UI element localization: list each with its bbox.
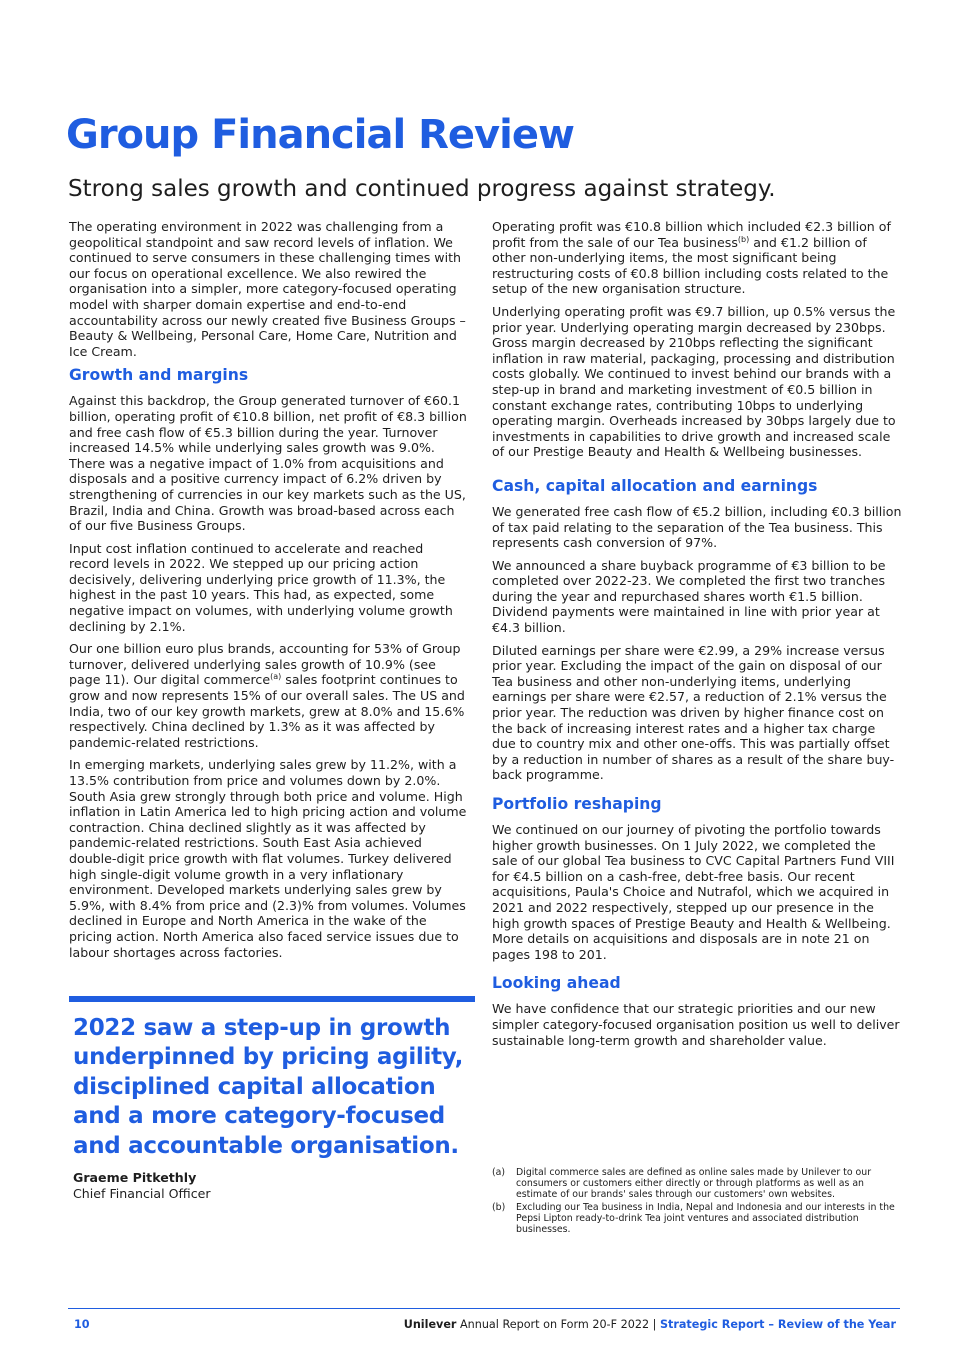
footnotes xyxy=(492,1167,900,1236)
footnote-ref-b: (b) xyxy=(737,234,750,244)
page-number: 10 xyxy=(74,1318,90,1331)
footnote-ref-a: (a) xyxy=(270,672,282,682)
footer-brand: Unilever xyxy=(403,1318,457,1331)
growth-paragraph-4: In emerging markets, underlying sales grew by 11.2%, with a 13.5% contribution from price and volumes down by 2.0%. South Asia grew strongly through both price and volume. High inflation in Latin America led to high pricing action and volume contraction. China declined slightly as it was affected by pandemic-related restrictions. South East Asia achieved double-digit price growth with flat volumes. Turkey delivered high single-digit volume growth in a very inflationary environment. Developed markets underlying sales grew by 5.9%, with 8.4% from price and (2.3)% from volumes. Volumes declined in Europe and North America in the wake of the pricing action. North America also faced service issues due to labour shortages across factories. xyxy=(69,757,467,960)
looking-ahead-heading: Looking ahead xyxy=(492,974,621,993)
quote-attribution xyxy=(73,1170,211,1202)
right-column xyxy=(492,219,902,1055)
cash-paragraph-1: We generated free cash flow of €5.2 billion, including €0.3 billion of tax paid relating to the separation of the Tea business. This represents cash conversion of 97%. xyxy=(492,503,902,551)
portfolio-paragraph: We continued on our journey of pivoting the portfolio towards higher growth businesses. On 1 July 2022, we completed the sale of our global Tea business to CVC Capital Partners Fund VIII for €4.5 billion on a cash-free, debt-free basis. Our recent acquisitions, Paula's Choice and Nutrafol, which we acquired in 2021 and 2022 respectively, stepped up our presence in the high growth spaces of Prestige Beauty and Health & Wellbeing. More details on acquisitions and disposals are in note 21 on pages 198 to 201. xyxy=(492,822,895,962)
footnote-mark: (a) xyxy=(492,1167,506,1178)
footnote xyxy=(492,1202,900,1236)
footer-reference xyxy=(404,1318,896,1332)
footnote xyxy=(492,1167,900,1201)
operating-paragraph-2: Underlying operating profit was €9.7 billion, up 0.5% versus the prior year. Underlying operating margin decreased by 230bps. Gross margin decreased by 210bps reflecting the significant inflation in raw material, packaging, processing and distribution costs globally. We continued to invest behind our brands with a step-up in brand and marketing investment of €0.5 billion in constant exchange rates, contributing 10bps to underlying operating margin. Overheads increased by 30bps largely due to investments in capabilities to drive growth and increased scale of our Prestige Beauty and Health & Wellbeing businesses. xyxy=(492,303,896,460)
growth-paragraph-2: Input cost inflation continued to accelerate and reached record levels in 2022. We stepped up our pricing action decisively, delivering underlying price growth of 11.3%, the highest in the past 10 years. This had, as expected, some negative impact on volumes, with underlying volume growth declining by 2.1%. xyxy=(69,540,453,634)
left-column xyxy=(69,219,467,967)
quote-text: 2022 saw a step-up in growth underpinned by pricing agility, disciplined capital allocation and a more category-focused and accountable organisation. xyxy=(73,1015,464,1159)
footer-rule xyxy=(68,1308,900,1309)
quote-rule xyxy=(69,996,475,1002)
page-subtitle: Strong sales growth and continued progress against strategy. xyxy=(68,176,776,202)
attribution-name: Graeme Pitkethly xyxy=(73,1170,197,1185)
cash-paragraph-3: Diluted earnings per share were €2.99, a 29% increase versus prior year. Excluding the impact of the gain on disposal of our Tea business and other non-underlying items, underlying earnings per share were €2.57, a reduction of 2.1% versus the prior year. The reduction was driven by higher finance cost on the back of increasing interest rates and a higher tax charge due to country mix and other one-offs. This was partially offset by a reduction in number of shares as a result of the share buy-back programme. xyxy=(492,642,895,783)
footer-section-link[interactable]: Strategic Report – Review of the Year xyxy=(659,1318,896,1331)
cash-heading: Cash, capital allocation and earnings xyxy=(492,476,818,495)
footnote-mark: (b) xyxy=(492,1201,506,1213)
looking-ahead-paragraph: We have confidence that our strategic priorities and our new simpler category-focused organisation position us well to deliver sustainable long-term growth and shareholder value. xyxy=(492,1001,900,1048)
operating-paragraph-1: Operating profit was €10.8 billion which included €2.3 billion of profit from the sale of our Tea business$^{(b)}$ and €1.2 billion of other non-underlying items, the most significant being restructuring costs of €0.8 billion including costs related to the setup of the new organisation structure. xyxy=(492,219,891,297)
growth-paragraph-1: Against this backdrop, the Group generated turnover of €60.1 billion, operating profit of €10.8 billion, net profit of €8.3 billion and free cash flow of €5.3 billion during the year. Turnover increased 14.5% while underlying sales growth was 9.0%. There was a negative impact of 1.0% from acquisitions and disposals and a positive currency impact of 6.2% driven by strengthening of currencies in our key markets such as the US, Brazil, India and China. Growth was broad-based across each of our five Business Groups. xyxy=(69,393,467,534)
footnote-text: Digital commerce sales are defined as online sales made by Unilever to our consumers or customers either directly or through platforms as well as an estimate of our brands' sales through our customers' own websites. xyxy=(516,1167,872,1201)
page-title: Group Financial Review xyxy=(66,112,574,158)
footer-report: Annual Report on Form 20-F 2022 | xyxy=(456,1318,660,1331)
portfolio-heading: Portfolio reshaping xyxy=(492,795,662,813)
pull-quote xyxy=(69,996,475,1161)
footnote-text: Excluding our Tea business in India, Nepal and Indonesia and our interests in the Pepsi Lipton ready-to-drink Tea joint ventures and associated distribution businesses. xyxy=(516,1201,895,1236)
cash-paragraph-2: We announced a share buyback programme of €3 billion to be completed over 2022-23. We completed the first two tranches during the year and repurchased shares worth €1.5 billion. Dividend payments were maintained in line with prior year at €4.3 billion. xyxy=(492,557,886,636)
growth-paragraph-3: Our one billion euro plus brands, accounting for 53% of Group turnover, delivered underlying sales growth of 10.9% (see page 11). Our digital commerce$^{(a)}$ sales footprint continues to grow and now represents 15% of our overall sales. The US and India, two of our key growth markets, grew at 8.0% and 15.6% respectively. China declined by 1.3% as it was affected by pandemic-related restrictions. xyxy=(69,641,465,750)
growth-heading: Growth and margins xyxy=(69,366,249,385)
intro-paragraph: The operating environment in 2022 was challenging from a geopolitical standpoint and saw record levels of inflation. We continued to serve consumers in these challenging times with our focus on operational excellence. We also rewired the organisation into a simpler, more category-focused operating model with sharper domain expertise and end-to-end accountability across our newly created five Business Groups – Beauty & Wellbeing, Personal Care, Home Care, Nutrition and Ice Cream. xyxy=(69,219,466,359)
attribution-role: Chief Financial Officer xyxy=(73,1186,211,1201)
